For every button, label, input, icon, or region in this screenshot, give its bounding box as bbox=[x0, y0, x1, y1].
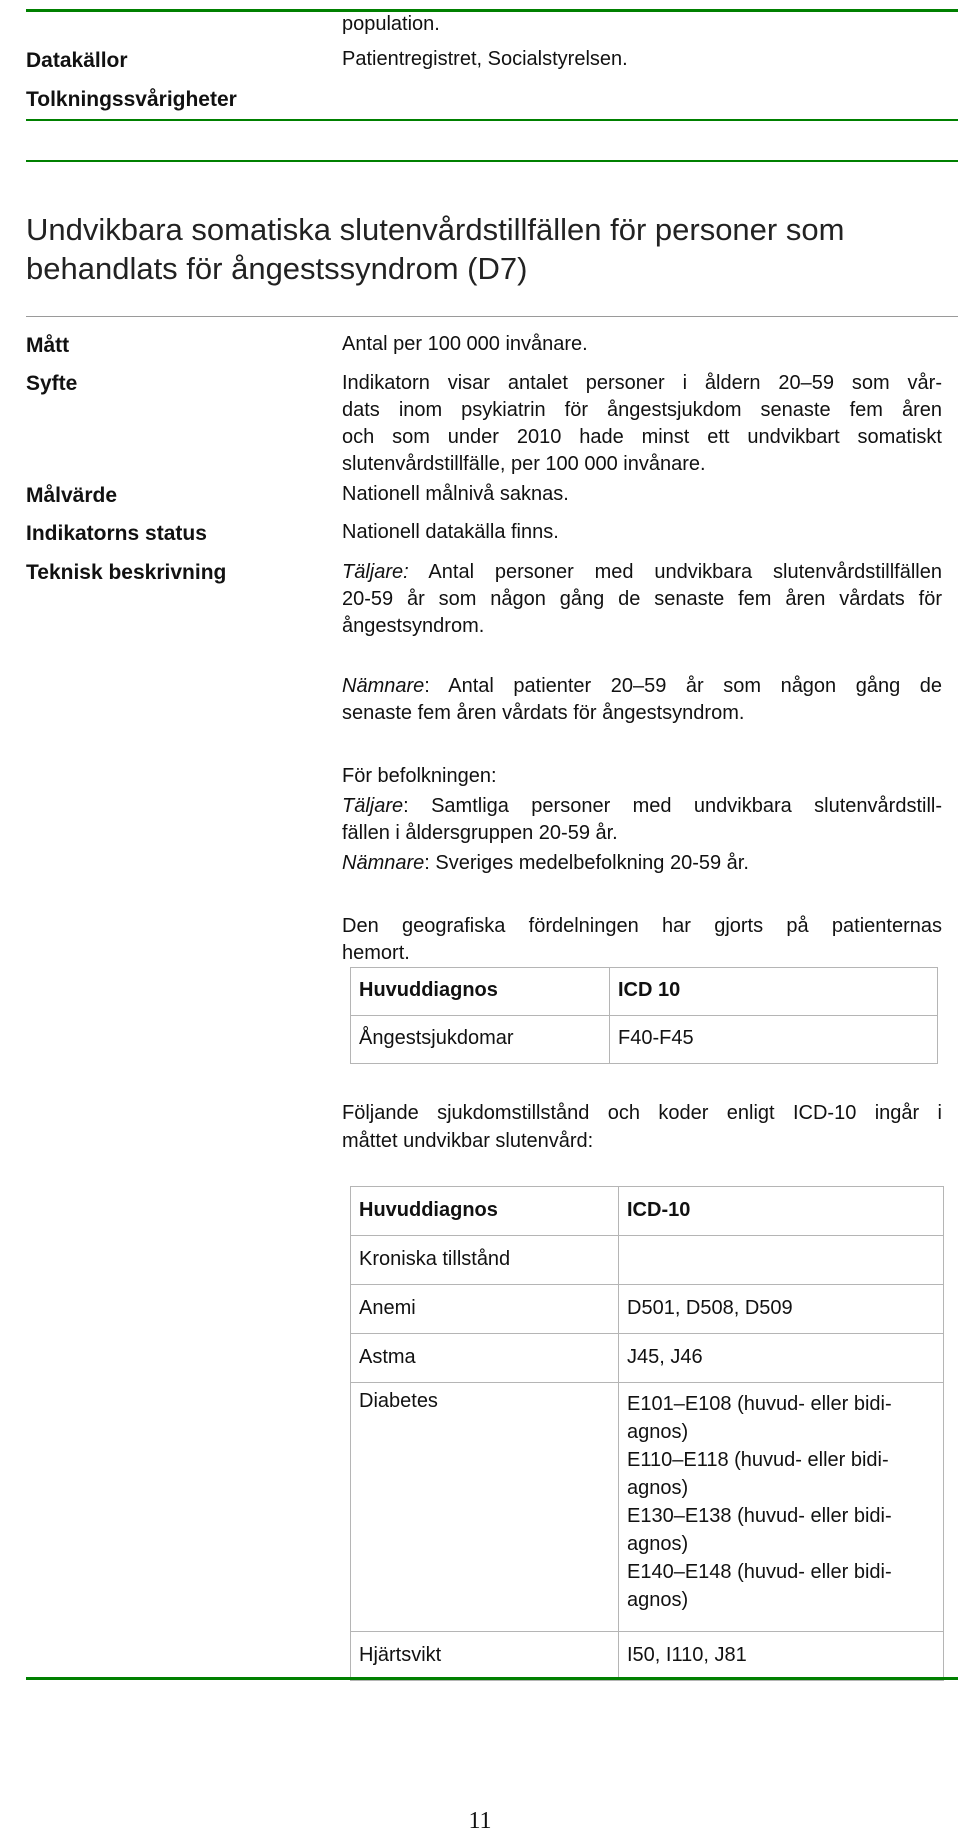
code-line: E101–E108 (huvud- eller bidi- bbox=[627, 1393, 892, 1415]
text-line: Den geografiska fördelningen har gjorts på patienternas bbox=[342, 915, 942, 937]
tolkning-label: Tolkningssvårigheter bbox=[26, 88, 237, 111]
bef-namnare-label: Nämnare bbox=[342, 852, 425, 874]
code-line: E130–E138 (huvud- eller bidi- bbox=[627, 1505, 892, 1527]
befolkning-heading: För befolkningen: bbox=[342, 765, 497, 787]
table-row bbox=[351, 1016, 938, 1064]
diagnosis-table bbox=[350, 967, 938, 1064]
table-row bbox=[351, 1334, 944, 1383]
table-row bbox=[351, 1236, 944, 1285]
text-line bbox=[342, 673, 942, 700]
namnare-label: Nämnare bbox=[342, 675, 425, 697]
malvarde-value: Nationell målnivå saknas. bbox=[342, 483, 569, 505]
following-text bbox=[342, 1099, 942, 1155]
taljare-label: Täljare: bbox=[342, 561, 409, 583]
section-bottom-rule bbox=[26, 1677, 958, 1680]
text-line: och som under 2010 hade minst ett undvikbart somatiskt bbox=[342, 426, 942, 448]
teknisk-label: Teknisk beskrivning bbox=[26, 561, 227, 584]
bef-taljare-text bbox=[342, 793, 942, 847]
table-cell bbox=[619, 1236, 944, 1285]
taljare-text bbox=[342, 559, 942, 640]
status-label: Indikatorns status bbox=[26, 522, 207, 545]
text-line: Indikatorn visar antalet personer i åldern 20–59 som vår- bbox=[342, 372, 942, 394]
table-row bbox=[351, 1632, 944, 1681]
text-line: senaste fem åren vårdats för ångestsyndrom. bbox=[342, 702, 745, 724]
text-fragment: : Antal patienter 20–59 år som någon gång de bbox=[424, 675, 942, 697]
icd-table bbox=[350, 1186, 944, 1681]
table-cell: Diabetes bbox=[351, 1383, 619, 1632]
table-cell: Ångestsjukdomar bbox=[351, 1016, 610, 1064]
text-line: 20-59 år som någon gång de senaste fem åren vårdats för bbox=[342, 588, 942, 610]
text-line bbox=[342, 559, 942, 586]
table-cell: F40-F45 bbox=[610, 1016, 938, 1064]
text-line: hemort. bbox=[342, 942, 410, 964]
syfte-text bbox=[342, 370, 942, 478]
bef-taljare-label: Täljare bbox=[342, 795, 404, 817]
code-line: agnos) bbox=[627, 1589, 689, 1611]
text-line bbox=[342, 793, 942, 820]
table-cell: Hjärtsvikt bbox=[351, 1632, 619, 1681]
text-fragment: : Sveriges medelbefolkning 20-59 år. bbox=[424, 852, 749, 874]
text-line: måttet undvikbar slutenvård: bbox=[342, 1130, 594, 1152]
page-number: 11 bbox=[468, 1808, 492, 1834]
matt-label: Mått bbox=[26, 334, 70, 357]
table-cell: Astma bbox=[351, 1334, 619, 1383]
text-fragment: Antal personer med undvikbara slutenvårdstillfällen bbox=[408, 561, 942, 583]
code-line: E110–E118 (huvud- eller bidi- bbox=[627, 1449, 889, 1471]
datakallor-label: Datakällor bbox=[26, 49, 128, 72]
table-row bbox=[351, 1383, 944, 1632]
continued-text: population. bbox=[342, 13, 440, 35]
table-cell: D501, D508, D509 bbox=[619, 1285, 944, 1334]
table-header-row bbox=[351, 1187, 944, 1236]
table-header-cell: ICD-10 bbox=[619, 1187, 944, 1236]
table-cell: Anemi bbox=[351, 1285, 619, 1334]
table-cell: Kroniska tillstånd bbox=[351, 1236, 619, 1285]
section-end-rule bbox=[26, 119, 958, 121]
code-line: E140–E148 (huvud- eller bidi- bbox=[627, 1561, 892, 1583]
table-cell: J45, J46 bbox=[619, 1334, 944, 1383]
syfte-label: Syfte bbox=[26, 372, 78, 395]
malvarde-label: Målvärde bbox=[26, 484, 118, 507]
text-line: ångestsyndrom. bbox=[342, 615, 485, 637]
bef-namnare-text bbox=[342, 851, 942, 876]
table-header-cell: Huvuddiagnos bbox=[351, 968, 610, 1016]
text-line: slutenvårdstillfälle, per 100 000 invånare. bbox=[342, 453, 706, 475]
namnare-text bbox=[342, 673, 942, 727]
table-header-cell: Huvuddiagnos bbox=[351, 1187, 619, 1236]
header-rule bbox=[26, 316, 958, 317]
table-header-cell: ICD 10 bbox=[610, 968, 938, 1016]
status-value: Nationell datakälla finns. bbox=[342, 521, 559, 543]
code-line: agnos) bbox=[627, 1533, 689, 1555]
table-cell: I50, I110, J81 bbox=[619, 1632, 944, 1681]
matt-value: Antal per 100 000 invånare. bbox=[342, 333, 588, 355]
code-line: agnos) bbox=[627, 1421, 689, 1443]
text-line: dats inom psykiatrin för ångestsjukdom senaste fem åren bbox=[342, 399, 942, 421]
section-start-rule bbox=[26, 160, 958, 162]
text-fragment: : Samtliga personer med undvikbara slutenvårdstill- bbox=[403, 795, 942, 817]
geo-text bbox=[342, 913, 942, 967]
text-line: Följande sjukdomstillstånd och koder enligt ICD-10 ingår i bbox=[342, 1102, 942, 1124]
section-title: Undvikbara somatiska slutenvårdstillfällen för personer som behandlats för ångestssyndrom (D7) bbox=[26, 212, 845, 286]
datakallor-value: Patientregistret, Socialstyrelsen. bbox=[342, 48, 628, 70]
table-cell bbox=[619, 1383, 944, 1632]
table-header-row bbox=[351, 968, 938, 1016]
code-line: agnos) bbox=[627, 1477, 689, 1499]
text-line: fällen i åldersgruppen 20-59 år. bbox=[342, 822, 618, 844]
table-row bbox=[351, 1285, 944, 1334]
